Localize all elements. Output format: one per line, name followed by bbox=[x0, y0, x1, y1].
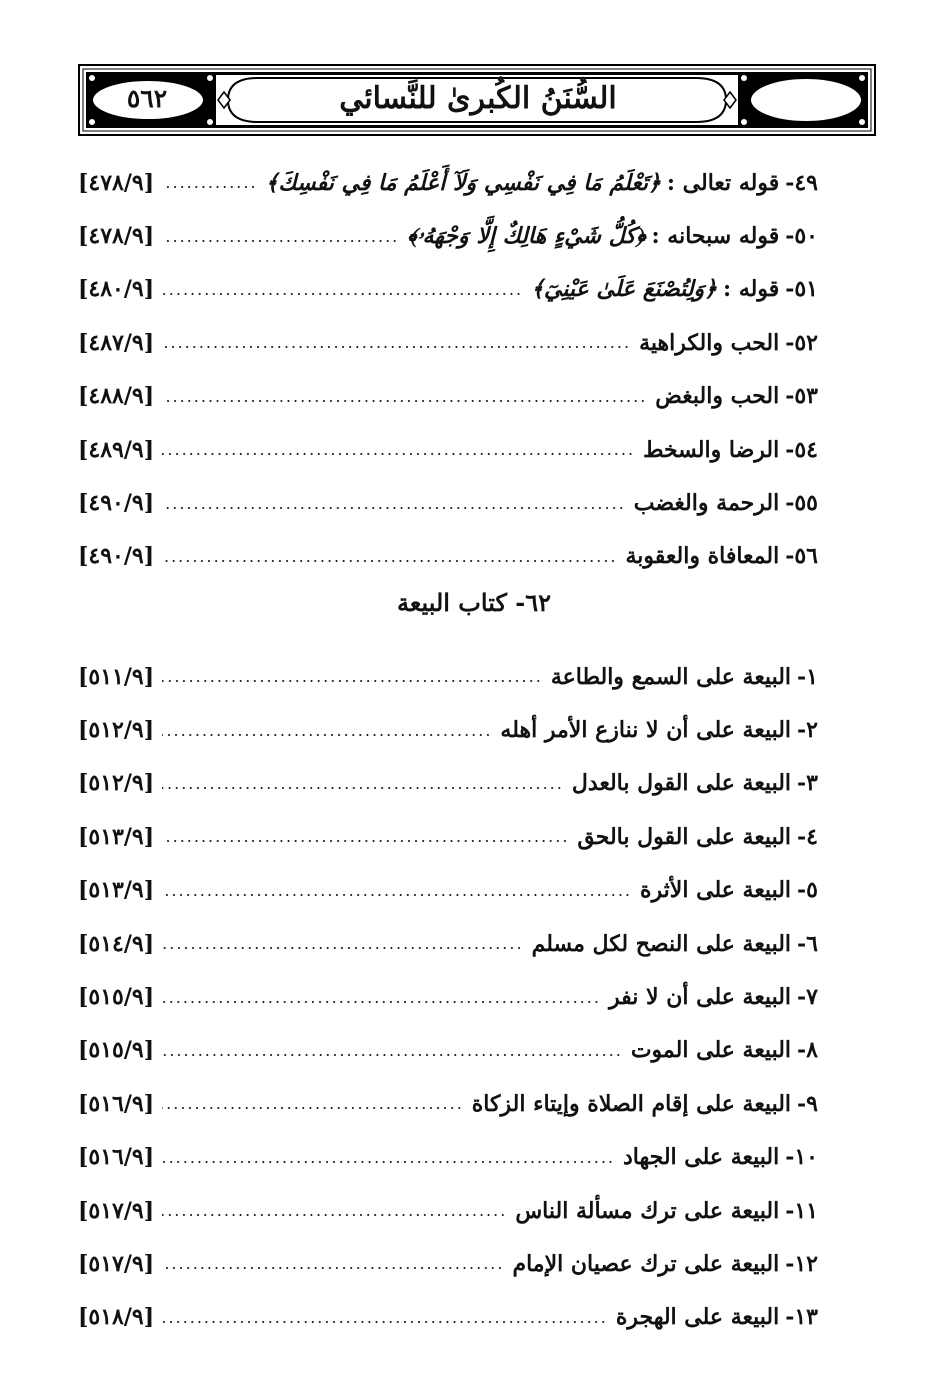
page-reference: [٥١١/٩] bbox=[78, 663, 155, 690]
leader-dots bbox=[162, 721, 492, 740]
page-reference: [٤٩٠/٩] bbox=[78, 490, 155, 517]
entry-title: البيعة على الهجرة bbox=[615, 1304, 780, 1331]
quran-verse: ﴿كُلُّ شَيْءٍ هَالِكٌ إِلَّا وَجْهَهُۥ﴾ bbox=[407, 223, 646, 250]
section-heading: ٦٢- كتاب البيعة bbox=[397, 588, 551, 617]
toc-entry[interactable] bbox=[78, 1077, 818, 1130]
page-reference: [٥١٦/٩] bbox=[78, 1090, 155, 1117]
entry-title: قوله : bbox=[723, 276, 780, 303]
toc-entry[interactable] bbox=[78, 757, 818, 810]
leader-dots bbox=[162, 173, 257, 192]
page-reference: [٥١٧/٩] bbox=[78, 1250, 155, 1277]
toc-list-previous-book bbox=[78, 156, 818, 583]
toc-entry[interactable] bbox=[78, 209, 818, 262]
entry-number: ٥٥- bbox=[785, 490, 818, 517]
page-reference: [٥١٥/٩] bbox=[78, 1037, 155, 1064]
leader-dots bbox=[162, 227, 399, 246]
book-emblem-icon bbox=[752, 72, 868, 128]
toc-entry[interactable] bbox=[78, 1131, 818, 1184]
entry-title: الرحمة والغضب bbox=[633, 490, 780, 517]
book-title: السُّنَنُ الكُبرىٰ للنَّسائي bbox=[339, 80, 617, 116]
entry-number: ١١- bbox=[785, 1197, 818, 1224]
entry-number: ١٢- bbox=[785, 1250, 818, 1277]
entry-number: ٥٢- bbox=[785, 329, 818, 356]
toc-entry[interactable] bbox=[78, 423, 818, 476]
entry-title: قوله تعالى : bbox=[666, 169, 780, 196]
leader-dots bbox=[162, 547, 617, 566]
toc-entry[interactable] bbox=[78, 263, 818, 316]
entry-title: قوله سبحانه : bbox=[651, 223, 780, 250]
entry-number: ١٠- bbox=[785, 1144, 818, 1171]
toc-entry[interactable] bbox=[78, 1024, 818, 1077]
entry-number: ٤٩- bbox=[785, 169, 818, 196]
entry-title: البيعة على ترك عصيان الإمام bbox=[512, 1250, 780, 1277]
page-reference: [٤٩٠/٩] bbox=[78, 543, 155, 570]
leader-dots bbox=[162, 387, 647, 406]
leader-dots bbox=[162, 1094, 464, 1113]
entry-number: ٥- bbox=[797, 877, 818, 904]
entry-title: المعافاة والعقوبة bbox=[625, 543, 780, 570]
entry-number: ٢- bbox=[797, 717, 818, 744]
entry-title: الرضا والسخط bbox=[643, 436, 780, 463]
page-reference: [٥١٢/٩] bbox=[78, 770, 155, 797]
leader-dots bbox=[162, 1201, 507, 1220]
leader-dots bbox=[162, 881, 632, 900]
entry-number: ١٣- bbox=[785, 1304, 818, 1331]
page-reference: [٥١٢/٩] bbox=[78, 717, 155, 744]
quran-verse: ﴿تَعْلَمُ مَا فِي نَفْسِي وَلَآ أَعْلَمُ مَا فِي نَفْسِكَ﴾ bbox=[265, 169, 661, 196]
entry-number: ٦- bbox=[797, 930, 818, 957]
leader-dots bbox=[162, 988, 601, 1007]
entry-title: البيعة على الأثرة bbox=[640, 877, 792, 904]
page-reference: [٥١٨/٩] bbox=[78, 1304, 155, 1331]
page-reference: [٤٧٨/٩] bbox=[78, 223, 155, 250]
page-reference: [٥١٦/٩] bbox=[78, 1144, 155, 1171]
leader-dots bbox=[162, 667, 543, 686]
toc-entry[interactable] bbox=[78, 703, 818, 756]
toc-entry[interactable] bbox=[78, 917, 818, 970]
toc-list-book-of-bayah bbox=[78, 650, 818, 1344]
leader-dots bbox=[162, 1148, 615, 1167]
page-reference: [٤٨٨/٩] bbox=[78, 383, 155, 410]
toc-entry[interactable] bbox=[78, 476, 818, 529]
entry-title: البيعة على إقام الصلاة وإيتاء الزكاة bbox=[471, 1090, 792, 1117]
page-reference: [٤٨٧/٩] bbox=[78, 329, 155, 356]
toc-entry[interactable] bbox=[78, 810, 818, 863]
toc-entry[interactable] bbox=[78, 1184, 818, 1237]
leader-dots bbox=[162, 827, 569, 846]
toc-entry[interactable] bbox=[78, 970, 818, 1023]
entry-title: الحب والكراهية bbox=[639, 329, 780, 356]
entry-number: ٣- bbox=[797, 770, 818, 797]
leader-dots bbox=[162, 440, 635, 459]
toc-entry[interactable] bbox=[78, 530, 818, 583]
entry-number: ٥٦- bbox=[785, 543, 818, 570]
leader-dots bbox=[162, 934, 523, 953]
entry-title: البيعة على أن لا ننازع الأمر أهله bbox=[500, 717, 792, 744]
page-reference: [٤٨٠/٩] bbox=[78, 276, 155, 303]
entry-title: البيعة على الموت bbox=[630, 1037, 792, 1064]
entry-number: ٥١- bbox=[785, 276, 818, 303]
entry-number: ٩- bbox=[797, 1090, 818, 1117]
entry-title: البيعة على القول بالعدل bbox=[571, 770, 792, 797]
entry-number: ٧- bbox=[797, 984, 818, 1011]
entry-number: ٤- bbox=[797, 823, 818, 850]
page-number: ٥٦٢ bbox=[126, 83, 168, 113]
page-reference: [٥١٥/٩] bbox=[78, 984, 155, 1011]
toc-entry[interactable] bbox=[78, 864, 818, 917]
leader-dots bbox=[162, 1254, 504, 1273]
entry-title: البيعة على النصح لكل مسلم bbox=[531, 930, 792, 957]
page-reference: [٤٨٩/٩] bbox=[78, 436, 155, 463]
leader-dots bbox=[162, 494, 626, 513]
toc-entry[interactable] bbox=[78, 316, 818, 369]
entry-title: البيعة على السمع والطاعة bbox=[550, 663, 792, 690]
page-reference: [٤٧٨/٩] bbox=[78, 169, 155, 196]
entry-number: ٨- bbox=[797, 1037, 818, 1064]
quran-verse: ﴿وَلِتُصْنَعَ عَلَىٰ عَيْنِيٓ﴾ bbox=[531, 276, 718, 303]
page-reference: [٥١٣/٩] bbox=[78, 823, 155, 850]
entry-number: ١- bbox=[797, 663, 818, 690]
toc-entry[interactable] bbox=[78, 1291, 818, 1344]
toc-entry[interactable] bbox=[78, 156, 818, 209]
leader-dots bbox=[162, 1308, 608, 1327]
entry-title: البيعة على ترك مسألة الناس bbox=[515, 1197, 780, 1224]
entry-number: ٥٤- bbox=[785, 436, 818, 463]
page-reference: [٥١٤/٩] bbox=[78, 930, 155, 957]
entry-title: الحب والبغض bbox=[655, 383, 780, 410]
toc-entry[interactable] bbox=[78, 1237, 818, 1290]
toc-entry[interactable] bbox=[78, 650, 818, 703]
leader-dots bbox=[162, 1041, 623, 1060]
entry-title: البيعة على أن لا نفر bbox=[608, 984, 792, 1011]
leader-dots bbox=[162, 774, 564, 793]
leader-dots bbox=[162, 333, 631, 352]
page-reference: [٥١٧/٩] bbox=[78, 1197, 155, 1224]
page-reference: [٥١٣/٩] bbox=[78, 877, 155, 904]
page-header bbox=[78, 64, 876, 136]
leader-dots bbox=[162, 280, 523, 299]
entry-title: البيعة على القول بالحق bbox=[577, 823, 792, 850]
toc-entry[interactable] bbox=[78, 370, 818, 423]
entry-number: ٥٣- bbox=[785, 383, 818, 410]
entry-number: ٥٠- bbox=[785, 223, 818, 250]
entry-title: البيعة على الجهاد bbox=[622, 1144, 780, 1171]
